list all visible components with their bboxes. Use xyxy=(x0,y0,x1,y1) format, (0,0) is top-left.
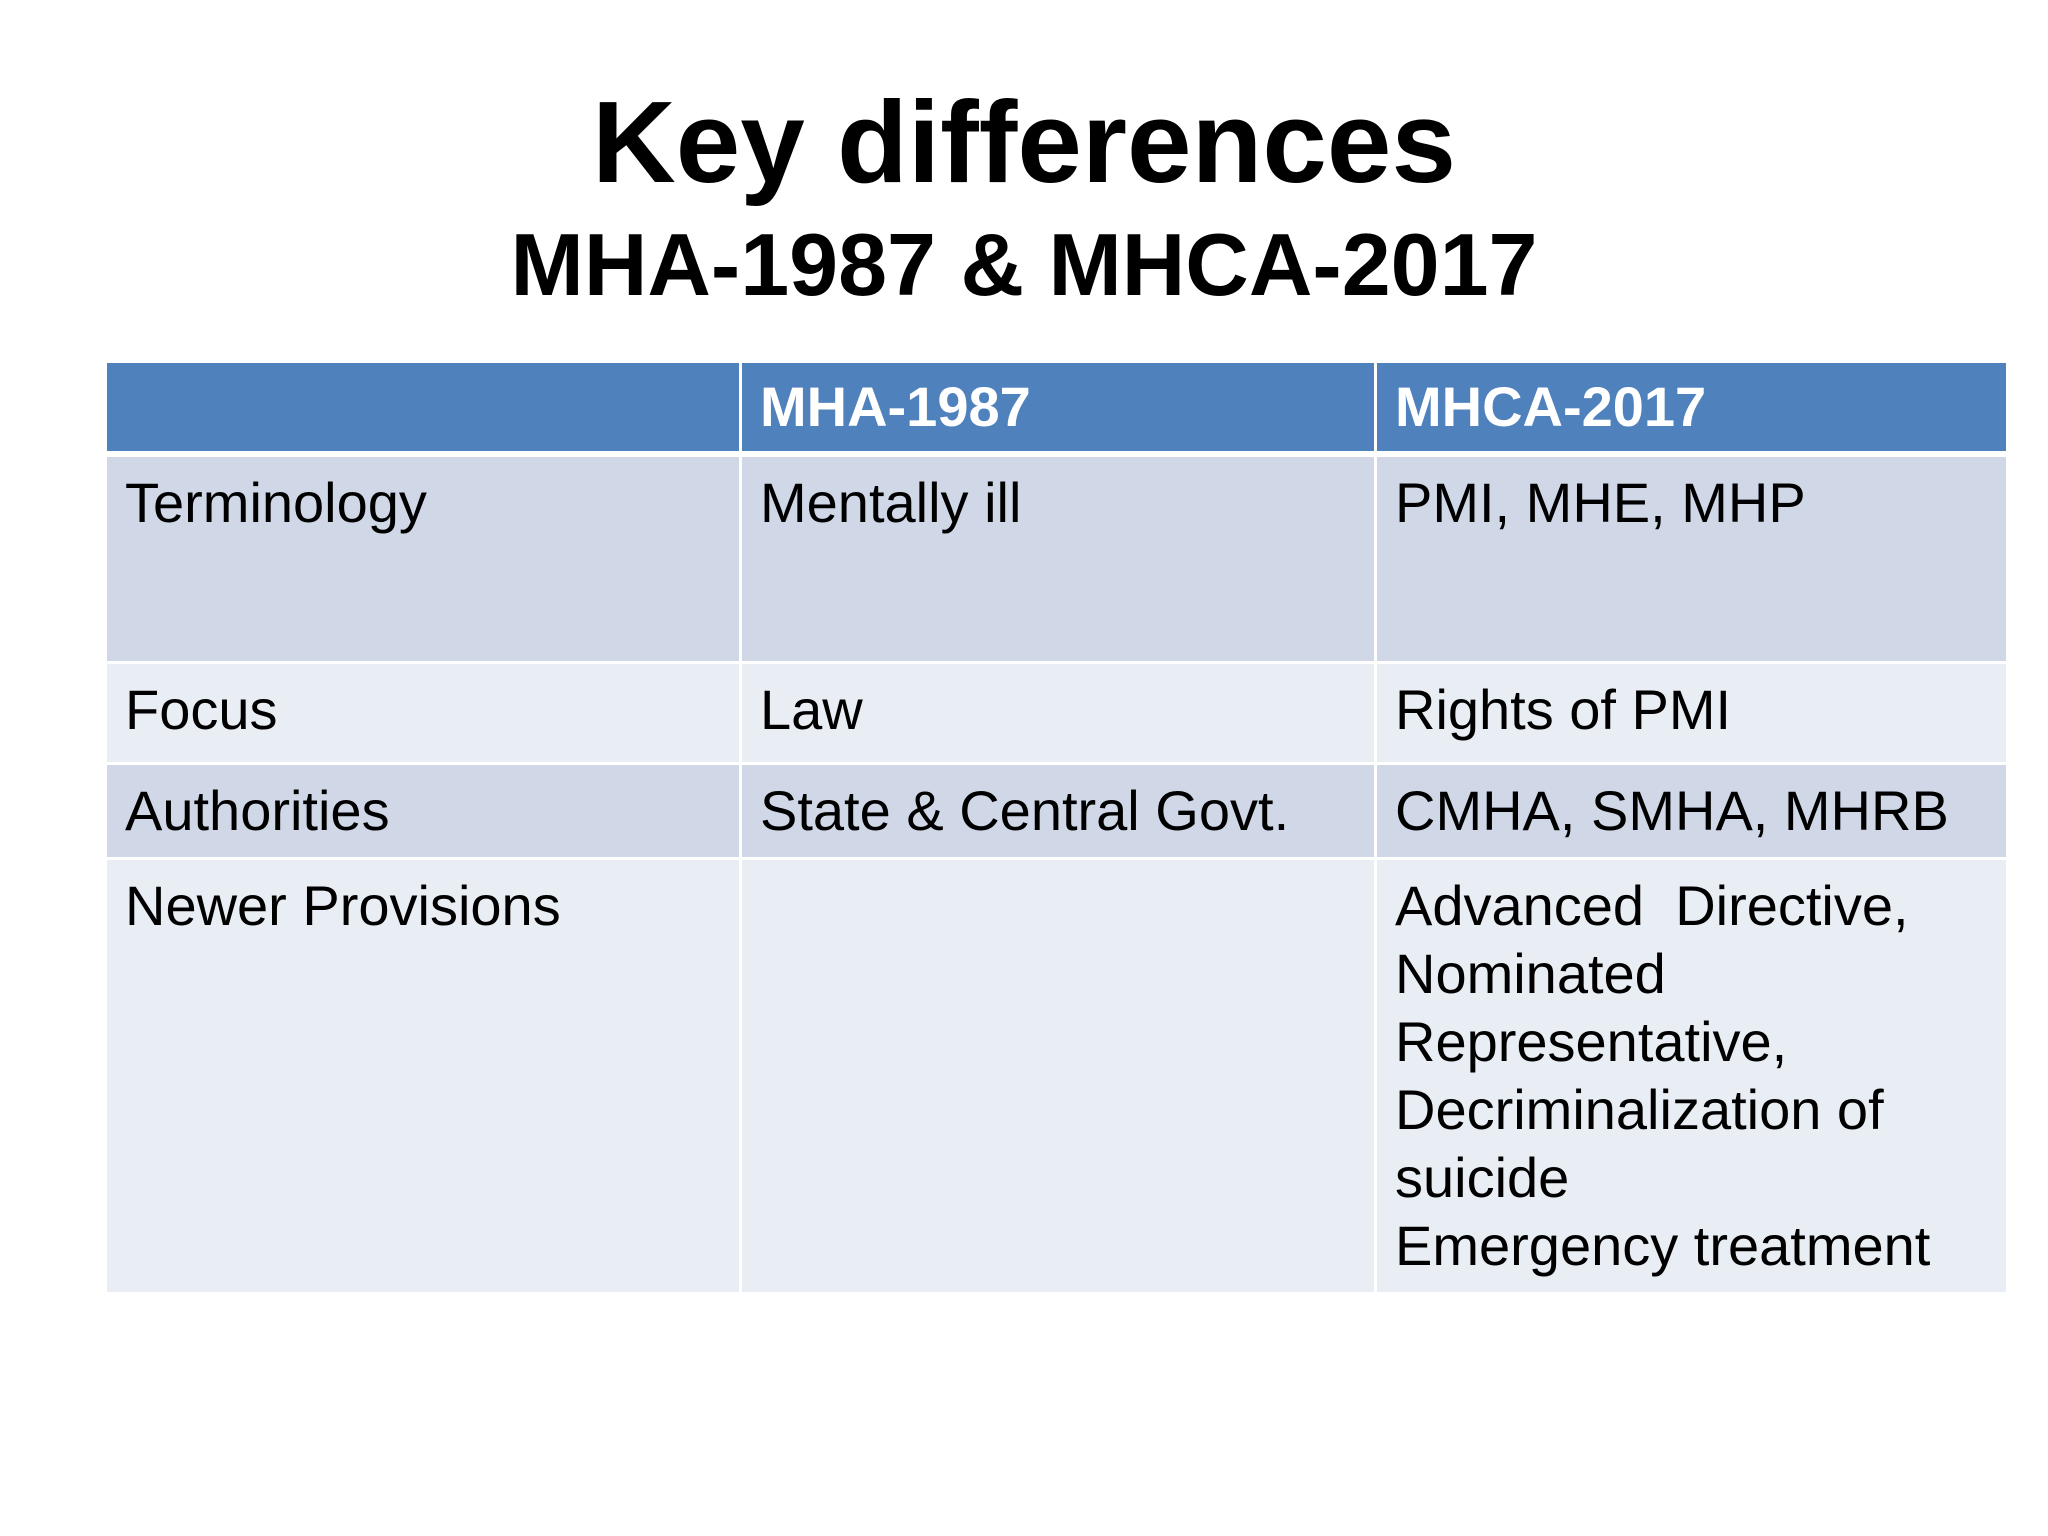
slide-subtitle: MHA-1987 & MHCA-2017 xyxy=(510,215,1538,314)
table-row-focus xyxy=(106,663,2008,764)
mha-1987-cell: Law xyxy=(741,663,1376,764)
mhca-2017-cell: Rights of PMI xyxy=(1376,663,2008,764)
mhca-2017-cell xyxy=(1376,859,2008,1294)
provision-line: Representative, xyxy=(1395,1010,1788,1073)
comparison-table xyxy=(104,360,2009,1295)
provision-line: Emergency treatment xyxy=(1395,1214,1931,1277)
provision-line: Decriminalization of xyxy=(1395,1078,1884,1141)
mha-1987-cell: Mentally ill xyxy=(741,454,1376,663)
mha-1987-cell: State & Central Govt. xyxy=(741,764,1376,859)
row-label: Authorities xyxy=(106,764,741,859)
table-row-terminology xyxy=(106,454,2008,663)
mhca-2017-cell: PMI, MHE, MHP xyxy=(1376,454,2008,663)
provision-line: Nominated xyxy=(1395,942,1666,1005)
header-cell-mhca-2017: MHCA-2017 xyxy=(1376,362,2008,455)
mhca-2017-cell: CMHA, SMHA, MHRB xyxy=(1376,764,2008,859)
header-cell-empty xyxy=(106,362,741,455)
row-label: Focus xyxy=(106,663,741,764)
table-row-newer-provisions xyxy=(106,859,2008,1294)
table-header-row xyxy=(106,362,2008,455)
mha-1987-cell xyxy=(741,859,1376,1294)
row-label: Terminology xyxy=(106,454,741,663)
table-row-authorities xyxy=(106,764,2008,859)
title-block xyxy=(0,72,2048,318)
provision-line: Advanced Directive, xyxy=(1395,874,1909,937)
header-cell-mha-1987: MHA-1987 xyxy=(741,362,1376,455)
slide-title: Key differences xyxy=(592,77,1456,207)
provision-line: suicide xyxy=(1395,1146,1570,1209)
row-label: Newer Provisions xyxy=(106,859,741,1294)
